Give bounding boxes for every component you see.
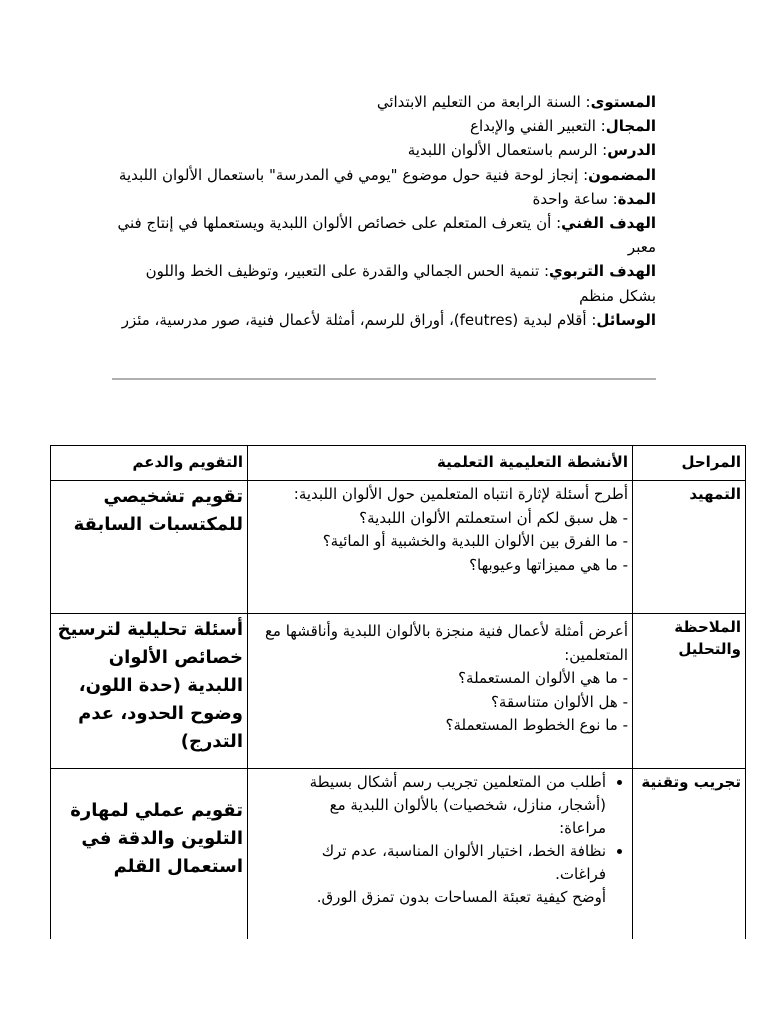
- table-row: [51, 614, 746, 769]
- activity-bullet-list: [298, 771, 628, 886]
- art-goal-line: الهدف الفني: أن يتعرف المتعلم على خصائص الألوان اللبدية ويستعملها في إنتاج فني معبر: [117, 214, 656, 257]
- activity-line: - ما نوع الخطوط المستعملة؟: [445, 716, 628, 734]
- evaluation-cell: تقويم تشخيصي للمكتسبات السابقة: [51, 481, 248, 614]
- header-evaluation: التقويم والدعم: [51, 446, 248, 481]
- stage-cell: التمهيد: [633, 481, 746, 614]
- activity-extra: أوضح كيفية تعبئة المساحات بدون تمزق الورق.: [316, 888, 606, 906]
- activity-line: - ما هي مميزاتها وعيوبها؟: [469, 555, 628, 574]
- header-divider: [112, 378, 656, 380]
- stage-cell: تجريب وتقنية: [633, 769, 746, 940]
- domain-line: المجال: التعبير الفني والإبداع: [470, 117, 656, 136]
- activity-cell: [248, 481, 633, 614]
- table-row: [51, 481, 746, 614]
- materials-line: الوسائل: أقلام لبدية (feutres)، أوراق للرسم، أمثلة لأعمال فنية، صور مدرسية، مئزر: [121, 310, 656, 329]
- activity-cell: [248, 614, 633, 769]
- activity-bullet: • نظافة الخط، اختيار الألوان المناسبة، عدم ترك فراغات.: [298, 840, 606, 886]
- level-line: المستوى: السنة الرابعة من التعليم الابتدائي: [376, 93, 656, 111]
- activity-intro: أعرض أمثلة لأعمال فنية منجزة بالألوان اللبدية وأناقشها مع المتعلمين:: [264, 622, 628, 664]
- activity-line: - هل الألوان متناسقة؟: [490, 692, 628, 711]
- evaluation-cell: تقويم عملي لمهارة التلوين والدقة في استعمال القلم: [51, 769, 248, 940]
- activity-bullet: • أطلب من المتعلمين تجريب رسم أشكال بسيطة (أشجار، منازل، شخصيات) بالألوان اللبدية مع مراعاة:: [298, 771, 606, 840]
- stage-cell: الملاحظة والتحليل: [633, 614, 746, 769]
- edu-goal-line: الهدف التربوي: تنمية الحس الجمالي والقدرة على التعبير، وتوظيف الخط واللون بشكل منظم: [145, 262, 656, 305]
- activity-line: - ما هي الألوان المستعملة؟: [458, 669, 628, 687]
- activity-cell: [248, 769, 633, 940]
- activity-line: - ما الفرق بين الألوان اللبدية والخشبية أو المائية؟: [322, 532, 628, 550]
- table-row: [51, 769, 746, 940]
- header-stages: المراحل: [633, 446, 746, 481]
- lesson-header: [112, 90, 656, 332]
- lesson-plan-table: [50, 445, 746, 939]
- duration-line: المدة: ساعة واحدة: [532, 189, 656, 208]
- activity-intro: أطرح أسئلة لإثارة انتباه المتعلمين حول الألوان اللبدية:: [293, 485, 628, 503]
- header-activities: الأنشطة التعليمية التعلمية: [248, 446, 633, 481]
- content-line: المضمون: إنجاز لوحة فنية حول موضوع "يومي في المدرسة" باستعمال الألوان اللبدية: [118, 165, 656, 184]
- activity-line: - هل سبق لكم أن استعملتم الألوان اللبدية؟: [359, 508, 628, 527]
- lesson-line: الدرس: الرسم باستعمال الألوان اللبدية: [407, 141, 656, 160]
- evaluation-cell: أسئلة تحليلية لترسيخ خصائص الألوان اللبدية (حدة اللون، وضوح الحدود، عدم التدرج): [51, 614, 248, 769]
- table-header-row: [51, 446, 746, 481]
